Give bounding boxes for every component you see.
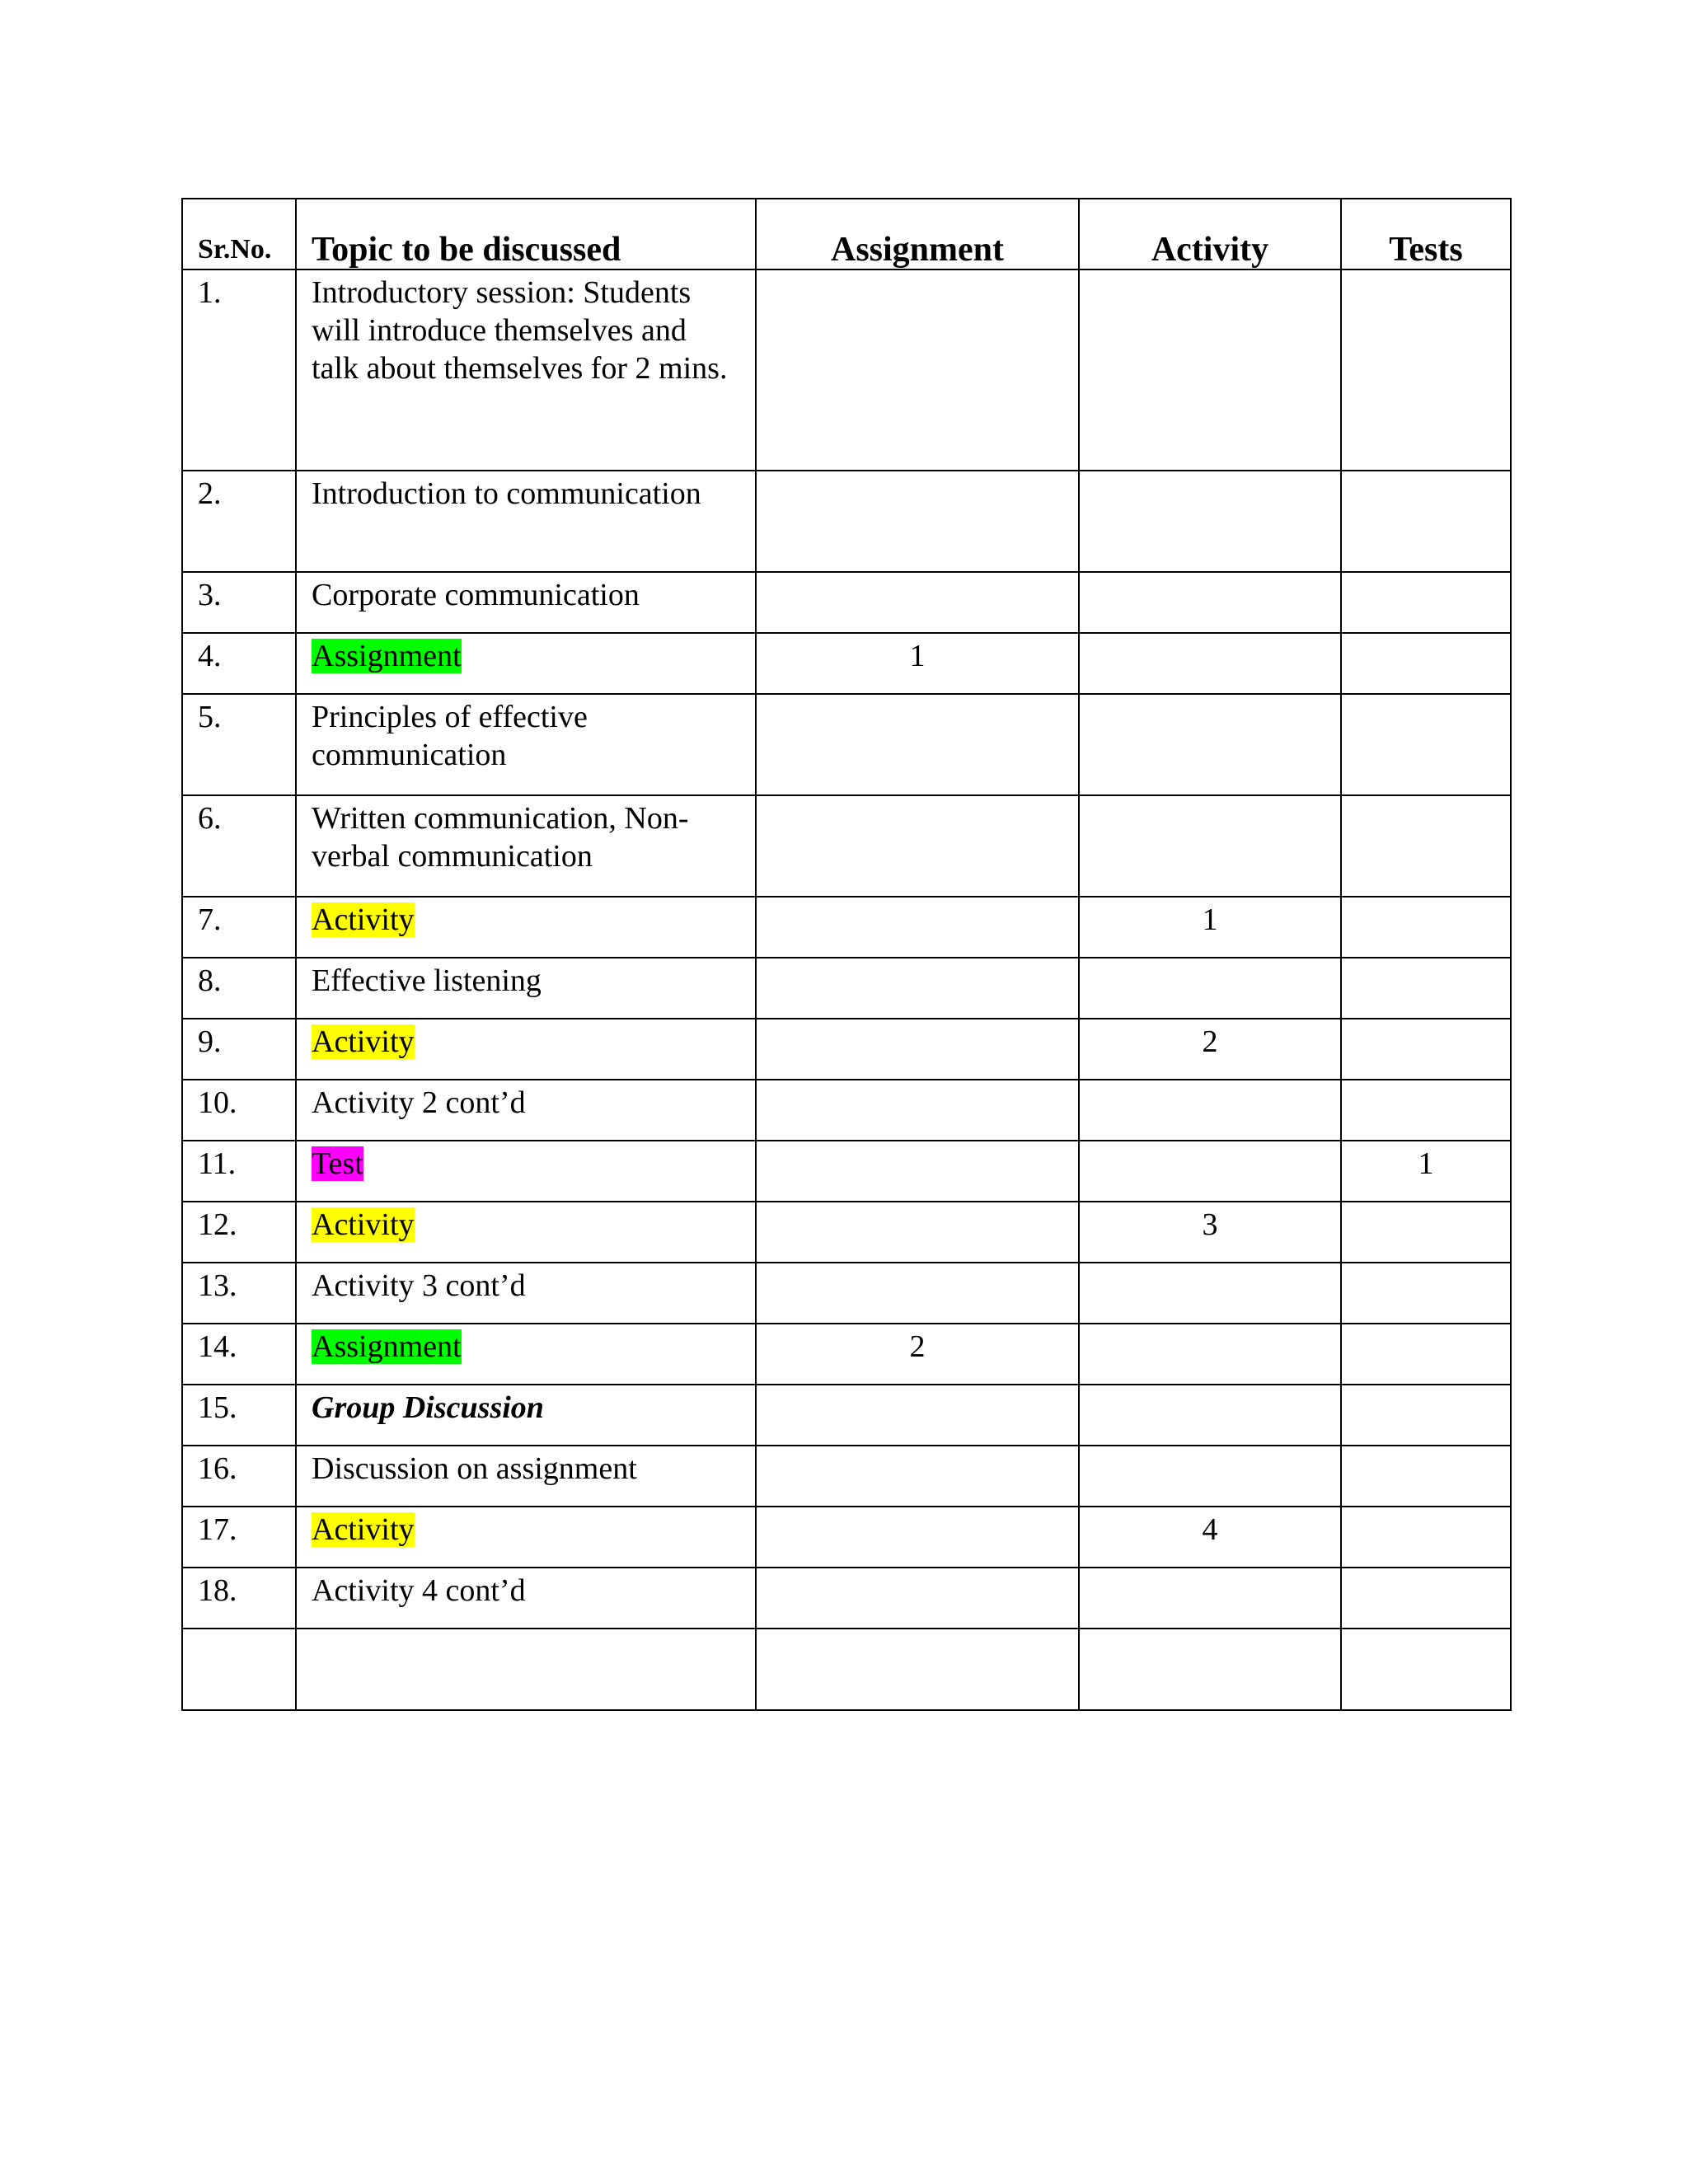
srno-cell: 15.: [182, 1385, 296, 1446]
assignment-cell: [756, 1141, 1079, 1202]
assignment-cell: [756, 1385, 1079, 1446]
topic-cell: Principles of effective communication: [296, 694, 756, 795]
activity-cell: [1079, 795, 1341, 897]
srno-cell: 11.: [182, 1141, 296, 1202]
tests-cell: [1341, 897, 1511, 958]
table-row: [182, 633, 1511, 694]
table-row: [182, 1202, 1511, 1263]
table-row: [182, 1263, 1511, 1324]
tests-cell: [1341, 572, 1511, 633]
table-row: [182, 269, 1511, 471]
topic-cell: [296, 1019, 756, 1080]
schedule-table: [181, 198, 1512, 1711]
topic-cell: Activity 3 cont’d: [296, 1263, 756, 1324]
activity-cell: [1079, 633, 1341, 694]
tests-cell: [1341, 471, 1511, 572]
activity-cell: [1079, 1446, 1341, 1507]
activity-cell: [1079, 1629, 1341, 1710]
assignment-cell: [756, 1568, 1079, 1629]
table-row: [182, 897, 1511, 958]
tests-cell: [1341, 694, 1511, 795]
topic-cell: [296, 1141, 756, 1202]
table-row: [182, 1080, 1511, 1141]
srno-cell: [182, 1629, 296, 1710]
topic-cell: [296, 1202, 756, 1263]
tests-cell: 1: [1341, 1141, 1511, 1202]
activity-highlight: Activity: [312, 1207, 415, 1242]
tests-cell: [1341, 1507, 1511, 1568]
assignment-cell: 1: [756, 633, 1079, 694]
tests-cell: [1341, 1080, 1511, 1141]
activity-cell: [1079, 269, 1341, 471]
table-row: [182, 1568, 1511, 1629]
activity-cell: [1079, 572, 1341, 633]
table-row: [182, 694, 1511, 795]
activity-cell: [1079, 1263, 1341, 1324]
table-row: [182, 795, 1511, 897]
activity-highlight: Activity: [312, 902, 415, 937]
topic-cell: [296, 1385, 756, 1446]
tests-cell: [1341, 1629, 1511, 1710]
srno-cell: 13.: [182, 1263, 296, 1324]
header-tests: Tests: [1341, 199, 1511, 269]
assignment-cell: [756, 795, 1079, 897]
topic-cell: Written communication, Non-verbal communication: [296, 795, 756, 897]
srno-cell: 3.: [182, 572, 296, 633]
table-row: [182, 1446, 1511, 1507]
header-row: [182, 199, 1511, 269]
tests-cell: [1341, 1202, 1511, 1263]
assignment-cell: 2: [756, 1324, 1079, 1385]
tests-cell: [1341, 1568, 1511, 1629]
topic-cell: Corporate communication: [296, 572, 756, 633]
activity-cell: 1: [1079, 897, 1341, 958]
activity-cell: 2: [1079, 1019, 1341, 1080]
activity-cell: [1079, 1141, 1341, 1202]
table-row: [182, 572, 1511, 633]
activity-cell: [1079, 694, 1341, 795]
activity-cell: [1079, 958, 1341, 1019]
activity-cell: [1079, 471, 1341, 572]
tests-cell: [1341, 1263, 1511, 1324]
table-row: [182, 1507, 1511, 1568]
tests-cell: [1341, 1019, 1511, 1080]
srno-cell: 16.: [182, 1446, 296, 1507]
assignment-cell: [756, 897, 1079, 958]
srno-cell: 5.: [182, 694, 296, 795]
topic-cell: Introductory session: Students will introduce themselves and talk about themselves for 2 mins.: [296, 269, 756, 471]
test-highlight: Test: [312, 1146, 363, 1181]
header-assignment: Assignment: [756, 199, 1079, 269]
activity-cell: [1079, 1324, 1341, 1385]
srno-cell: 14.: [182, 1324, 296, 1385]
assignment-cell: [756, 694, 1079, 795]
topic-cell: [296, 1629, 756, 1710]
table-row: [182, 1629, 1511, 1710]
srno-cell: 9.: [182, 1019, 296, 1080]
activity-cell: [1079, 1385, 1341, 1446]
tests-cell: [1341, 1324, 1511, 1385]
srno-cell: 10.: [182, 1080, 296, 1141]
assignment-cell: [756, 1019, 1079, 1080]
srno-cell: 18.: [182, 1568, 296, 1629]
table-row: [182, 1324, 1511, 1385]
header-activity: Activity: [1079, 199, 1341, 269]
assignment-cell: [756, 1629, 1079, 1710]
tests-cell: [1341, 633, 1511, 694]
assignment-highlight: Assignment: [312, 639, 462, 673]
assignment-cell: [756, 1507, 1079, 1568]
topic-cell: Discussion on assignment: [296, 1446, 756, 1507]
activity-cell: 4: [1079, 1507, 1341, 1568]
assignment-cell: [756, 1263, 1079, 1324]
topic-cell: Activity 2 cont’d: [296, 1080, 756, 1141]
table-row: [182, 471, 1511, 572]
table-row: [182, 1141, 1511, 1202]
topic-cell: Introduction to communication: [296, 471, 756, 572]
activity-highlight: Activity: [312, 1024, 415, 1059]
table-row: [182, 958, 1511, 1019]
topic-cell: Activity 4 cont’d: [296, 1568, 756, 1629]
assignment-cell: [756, 471, 1079, 572]
activity-cell: [1079, 1568, 1341, 1629]
tests-cell: [1341, 1446, 1511, 1507]
srno-cell: 12.: [182, 1202, 296, 1263]
assignment-cell: [756, 572, 1079, 633]
activity-highlight: Activity: [312, 1512, 415, 1547]
table-row: [182, 1019, 1511, 1080]
activity-cell: 3: [1079, 1202, 1341, 1263]
srno-cell: 17.: [182, 1507, 296, 1568]
topic-cell: [296, 897, 756, 958]
group-discussion-label: Group Discussion: [312, 1390, 544, 1425]
srno-cell: 1.: [182, 269, 296, 471]
srno-cell: 6.: [182, 795, 296, 897]
tests-cell: [1341, 958, 1511, 1019]
topic-cell: [296, 633, 756, 694]
srno-cell: 8.: [182, 958, 296, 1019]
srno-cell: 4.: [182, 633, 296, 694]
tests-cell: [1341, 269, 1511, 471]
topic-cell: [296, 1507, 756, 1568]
activity-cell: [1079, 1080, 1341, 1141]
assignment-highlight: Assignment: [312, 1329, 462, 1364]
srno-cell: 2.: [182, 471, 296, 572]
topic-cell: Effective listening: [296, 958, 756, 1019]
assignment-cell: [756, 1446, 1079, 1507]
assignment-cell: [756, 1080, 1079, 1141]
srno-cell: 7.: [182, 897, 296, 958]
assignment-cell: [756, 269, 1079, 471]
table-row: [182, 1385, 1511, 1446]
assignment-cell: [756, 958, 1079, 1019]
tests-cell: [1341, 1385, 1511, 1446]
topic-cell: [296, 1324, 756, 1385]
header-topic: Topic to be discussed: [296, 199, 756, 269]
header-srno: Sr.No.: [182, 199, 296, 269]
assignment-cell: [756, 1202, 1079, 1263]
tests-cell: [1341, 795, 1511, 897]
